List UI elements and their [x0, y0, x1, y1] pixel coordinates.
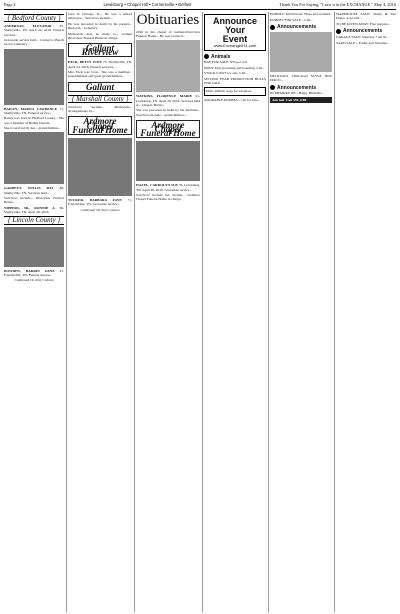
category-label: Announcements	[277, 84, 317, 91]
column-divider	[202, 12, 203, 612]
category-announcements	[270, 25, 332, 30]
announce-event-box[interactable]	[204, 14, 266, 51]
bullhorn-icon	[270, 25, 275, 30]
bullhorn-icon	[336, 29, 341, 34]
funeral-home-name: Gallant	[85, 81, 114, 92]
obit-name: GARRETT, WILLIS RAY	[4, 186, 54, 191]
column-divider	[334, 12, 335, 612]
obit-column-3: Obituaries 2016 in the chapel of Gallant-Riverview Funeral Home... He was a retired... WATKINS, FLORENCE MARIE 91, Lewisburg, TN. April 29, 2016. Services held at... Chapel. Burial... She was preceded in death by her husband... Survivors include... grandchildren... Ardmore Chapel Funeral Home HAZEL, CARROLYN SUE 35, Lewisburg, TN. April 28, 2016. Graveside service... Survivors include her mother... Ardmore Chapel Funeral Home in charge.	[136, 12, 200, 202]
column-divider	[268, 12, 269, 612]
obit-name: HAZEL, CARROLYN SUE	[136, 183, 178, 188]
ad-photo	[270, 32, 332, 72]
paw-icon	[204, 54, 209, 59]
funeral-home-name: Ardmore Chapel Funeral Home	[72, 116, 128, 135]
obit-photo	[136, 40, 200, 92]
obit-name: TUCKER, BARBARA FAYE	[68, 198, 122, 203]
funeral-home-name: Ardmore Chapel Funeral Home	[140, 119, 196, 139]
obit-name: PACK, BETTY JUNE	[68, 60, 102, 65]
bullhorn-icon	[270, 85, 275, 90]
classified-column-1: Announce Your Event www.Exchange931.com Animals HAY FOR SALE: $35 per roll. PAWS: Dog grooming and boarding. Call... STOCK COWS for sale. Call... SECOND YEAR PRODUCTION BULLS FOR SALE. DOG SHOW, dogs for adoption. ADORABLE PUPPIES... call for info...	[204, 16, 266, 102]
obit-photo	[4, 132, 64, 184]
obit-column-1: { Bedford County } ANDERSON, ELEVATOR 67, Shelbyville, TN. April 24, 2016. Funeral services... Graveside service held... Carried to Beech Grove Cemetery... BAILEY, MARYO LAWRENCE 71, Shelbyville, TN. Funeral service... Bailey was born in Bedford County... She was a member of Bethel Church... She is survived by her... grandchildren... GARRETT, WILLIS RAY 86, Shelbyville, TN. Services held... Survivors include... Riverview Funeral Home... NIPPERS, SR., RONNIE A. 69, Shelbyville, TN. April 26, 2016. { Lincoln County } BOWDEN, DARRIN GENE 47, Fayetteville, TN. Funeral service... Continued On Next Column	[4, 14, 64, 283]
category-label: Announcements	[343, 28, 383, 35]
funeral-home-logo	[68, 82, 132, 92]
obituaries-title: Obituaries	[136, 12, 200, 28]
classified-ad: WAREHOUSE SALE! Shady & Sun Plants. 4-A Grill...	[336, 12, 396, 21]
continued-note: Continued On Next Column	[80, 207, 120, 212]
category-announcements	[270, 85, 332, 90]
ad-box	[204, 87, 266, 95]
column-divider	[134, 12, 135, 612]
page-header	[0, 0, 400, 9]
classified-column-3: WAREHOUSE SALE! Shady & Sun Plants. 4-A Grill... TO BE GIVEN AWAY: Free puppies... Announcements GARAGE SALE: Saturday 7 am til... YARD SALE... Friday and Saturday...	[336, 12, 396, 45]
column-divider	[66, 12, 67, 612]
obit-column-2: born in Chicago, IL... He was a retired employee... Survivors include... He was preceded in death by his parents... Burial in... Cemetery. Memorials may be made to... Gallant Riverview Funeral Home in charge. Gallant Riverview PACK, BETTY JUNE 75, Shelbyville, TN. April 24, 2016. Funeral services... Mrs. Pack was born... She was a member... grandchildren and great-grandchildren... Gallant { Marshall County } Survivors include... Memorials... Arrangements by... Ardmore Chapel Funeral Home TUCKER, BARBARA FAYE 71, Fayetteville, TN. Graveside service... Continued On Next Column	[68, 12, 132, 212]
obit-photo	[4, 49, 64, 105]
website-link[interactable]: www.Exchange931.com	[213, 43, 257, 48]
event-word: Event	[222, 34, 248, 44]
highlight-banner: Ads Sell. Call 359-1188	[270, 97, 332, 103]
header-rule	[4, 9, 396, 10]
continued-note: Continued On Next Column	[14, 278, 54, 283]
classified-ad: PUPPIES: Small breed. Shots and wormed.	[270, 12, 331, 16]
classified-ad: GARAGE SALE: Saturday 7 am til...	[336, 35, 389, 39]
obit-name: ANDERSON, ELEVATOR	[4, 24, 52, 29]
category-label: Announcements	[277, 24, 317, 31]
paper-names: Lewisburg • Chapel Hill • Cornersville • Belfast	[103, 2, 192, 7]
funeral-home-logo	[136, 120, 200, 139]
obit-name: BAILEY, MARYO LAWRENCE	[4, 106, 57, 111]
section-bedford: { Bedford County }	[4, 14, 64, 22]
section-lincoln: { Lincoln County }	[4, 216, 64, 224]
funeral-home-logo	[68, 43, 132, 57]
classified-ad: PAWS: Dog grooming and boarding. Call...	[204, 65, 265, 70]
category-animals	[204, 54, 266, 59]
obit-photo	[68, 138, 132, 196]
obit-name: NIPPERS, SR., RONNIE A.	[4, 206, 56, 210]
your-word: Your	[225, 25, 245, 35]
category-announcements	[336, 29, 396, 34]
obit-photo	[136, 141, 200, 181]
funeral-home-logo	[68, 116, 132, 135]
classified-column-2: PUPPIES: Small breed. Shots and wormed. PUPPIES FOR SALE... Call... Announcements DELICIOUS CHICAGO STYLE HOT DOGS!... Announcements IN MEMORY OF... Happy Birthday... Ads Sell. Call 359-1188	[270, 12, 332, 102]
thanks-line: Thank You For Saying, "I saw it in the EXCHANGE." May 4, 2016	[279, 2, 396, 7]
classified-ad: DOG SHOW, dogs for adoption.	[206, 89, 252, 94]
obit-name: WATKINS, FLORENCE MARIE	[136, 94, 192, 99]
page-number: Page 2	[4, 2, 16, 7]
announce-word: Announce	[213, 16, 257, 26]
classified-ad: STOCK COWS for sale. Call...	[204, 71, 248, 76]
classified-ad: SECOND YEAR PRODUCTION BULLS FOR SALE.	[204, 76, 266, 86]
section-marshall: { Marshall County }	[68, 95, 132, 103]
category-label: Animals	[211, 53, 231, 60]
funeral-home-name: Gallant Riverview	[81, 43, 119, 58]
obit-name: BOWDEN, DARRIN GENE	[4, 268, 55, 273]
obit-photo	[4, 227, 64, 267]
classified-ad: HAY FOR SALE: $35 per roll.	[204, 60, 248, 65]
